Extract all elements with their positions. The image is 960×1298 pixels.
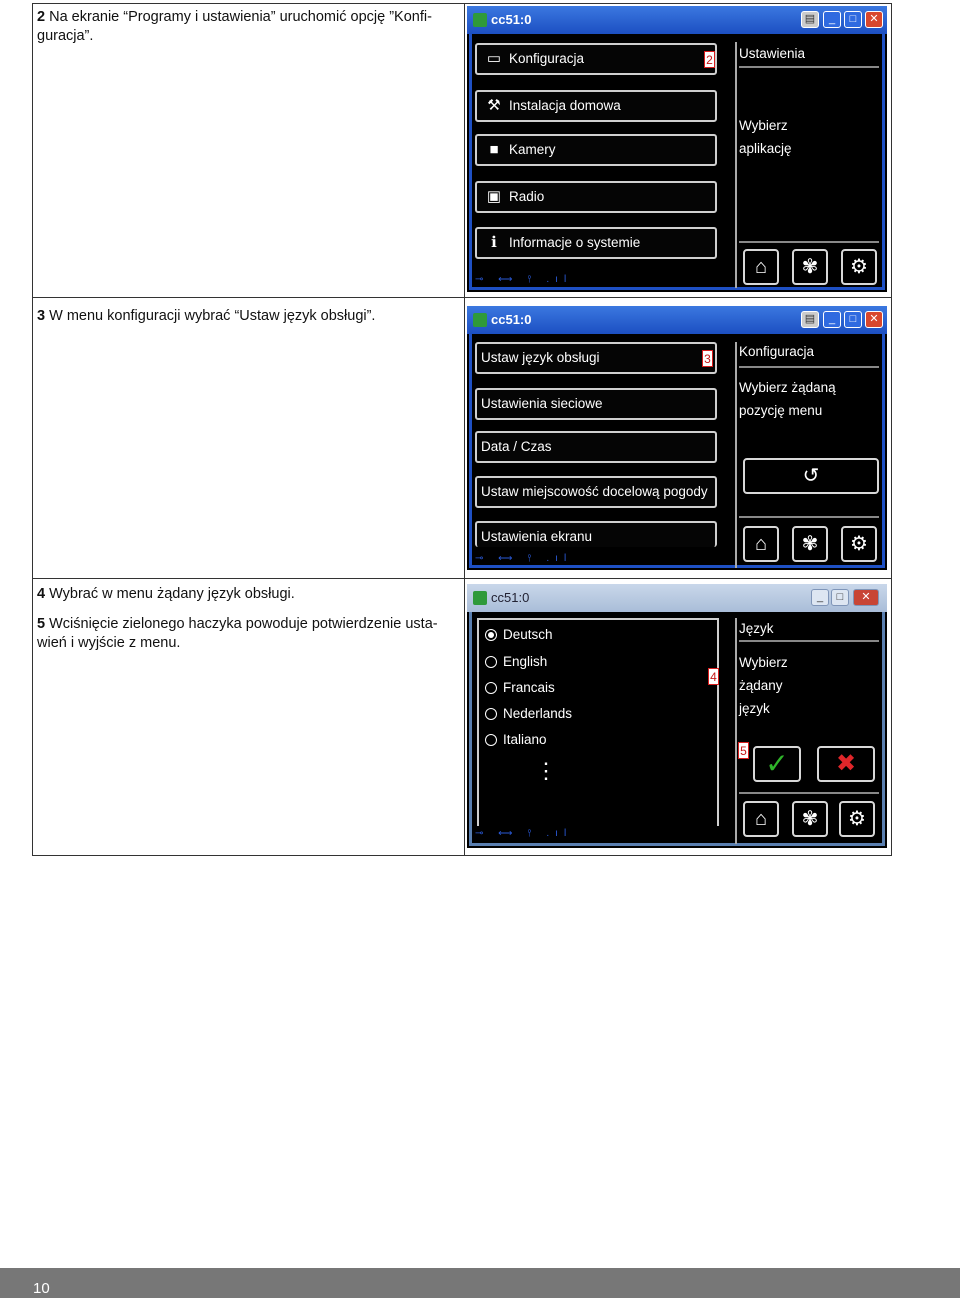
language-option[interactable]: Nederlands (485, 706, 572, 721)
menu-instalacja-domowa[interactable]: ⚒ Instalacja domowa (475, 90, 717, 122)
apps-icon[interactable]: ✾ (792, 526, 828, 562)
step-5: 5 Wciśnięcie zielonego haczyka powoduje potwierdzenie usta-wień i wyjście z menu. (37, 616, 438, 651)
page-footer (0, 1268, 960, 1298)
radio-icon (485, 682, 497, 694)
more-indicator: ⋮ (535, 758, 557, 783)
title-underline (739, 640, 879, 642)
column-divider (464, 3, 465, 856)
titlebar (467, 306, 887, 334)
title-underline (739, 366, 879, 368)
print-icon[interactable]: ▤ (801, 311, 819, 328)
callout-badge-4: 4 (708, 668, 719, 685)
info-icon: ℹ (491, 234, 497, 251)
divider (739, 241, 879, 243)
home-icon[interactable]: ⌂ (743, 801, 779, 837)
right-pane-title: Język (739, 621, 774, 636)
menu-informacje[interactable]: ℹ Informacje o systemie (475, 227, 717, 259)
language-list (477, 618, 719, 826)
step-2: 2 Na ekranie “Programy i ustawienia” uruchomić opcję ”Konfi-guracja”. (37, 9, 432, 44)
screenshot-settings (467, 6, 887, 292)
status-bar-icon: ⊸ ⟷ ⫯ .ıl (475, 553, 573, 564)
minimize-button[interactable]: _ (823, 311, 841, 328)
maximize-button[interactable]: □ (831, 589, 849, 606)
settings-icon[interactable]: ⚙ (839, 801, 875, 837)
pane-separator (735, 342, 737, 568)
right-pane-title: Konfiguracja (739, 344, 815, 359)
close-button[interactable]: ✕ (865, 311, 883, 328)
radio-icon (485, 656, 497, 668)
home-icon[interactable]: ⌂ (743, 249, 779, 285)
app-icon (473, 591, 487, 605)
callout-badge: 3 (702, 350, 713, 367)
menu-ustaw-jezyk[interactable]: Ustaw język obsługi (475, 342, 717, 374)
titlebar (467, 584, 887, 612)
settings-icon[interactable]: ⚙ (841, 526, 877, 562)
print-icon[interactable]: ▤ (801, 11, 819, 28)
screenshot-language (467, 584, 887, 848)
window-title: cc51:0 (491, 12, 532, 27)
window-title: cc51:0 (491, 312, 532, 327)
step-3: 3 W menu konfiguracji wybrać “Ustaw język obsługi”. (37, 308, 376, 324)
radio-icon: ▣ (486, 188, 502, 205)
pane-separator (735, 42, 737, 288)
pane-separator (735, 618, 737, 844)
home-icon[interactable]: ⌂ (743, 526, 779, 562)
step-4: 4 Wybrać w menu żądany język obsługi. (37, 586, 295, 602)
right-pane-title: Ustawienia (739, 46, 806, 61)
status-bar-icon: ⊸ ⟷ ⫯ .ıl (475, 828, 573, 839)
callout-badge: 2 (704, 51, 715, 68)
config-icon: ▭ (486, 50, 502, 67)
language-option[interactable]: Deutsch (485, 627, 553, 642)
row-divider (32, 297, 892, 298)
title-underline (739, 66, 879, 68)
minimize-button[interactable]: _ (811, 589, 829, 606)
maximize-button[interactable]: □ (844, 11, 862, 28)
menu-ustawienia-sieciowe[interactable]: Ustawienia sieciowe (475, 388, 717, 420)
menu-data-czas[interactable]: Data / Czas (475, 431, 717, 463)
page-number: 10 (33, 1280, 50, 1297)
menu-radio[interactable]: ▣ Radio (475, 181, 717, 213)
back-icon[interactable]: ↺ (743, 458, 879, 494)
language-option[interactable]: Italiano (485, 732, 547, 747)
window-title: cc51:0 (491, 590, 530, 605)
menu-pogoda[interactable]: Ustaw miejscowość docelową pogody (475, 476, 717, 508)
divider (739, 792, 879, 794)
app-icon (473, 13, 487, 27)
menu-kamery[interactable]: ■ Kamery (475, 134, 717, 166)
maximize-button[interactable]: □ (844, 311, 862, 328)
right-pane-text: Wybierz aplikację (739, 118, 792, 156)
apps-icon[interactable]: ✾ (792, 801, 828, 837)
callout-badge-5: 5 (738, 742, 749, 759)
minimize-button[interactable]: _ (823, 11, 841, 28)
radio-icon (485, 708, 497, 720)
row-divider (32, 578, 892, 579)
screenshot-configuration (467, 306, 887, 570)
close-button[interactable]: ✕ (853, 589, 879, 606)
app-icon (473, 313, 487, 327)
wrench-icon: ⚒ (487, 97, 501, 114)
cancel-cross-button[interactable]: ✖ (817, 746, 875, 782)
right-pane-text: Wybierz żądany język (739, 655, 788, 716)
camera-icon: ■ (489, 141, 499, 158)
menu-konfiguracja[interactable]: ▭ Konfiguracja (475, 43, 717, 75)
apps-icon[interactable]: ✾ (792, 249, 828, 285)
settings-icon[interactable]: ⚙ (841, 249, 877, 285)
radio-selected-icon (485, 629, 497, 641)
radio-icon (485, 734, 497, 746)
right-pane-text: Wybierz żądaną pozycję menu (739, 380, 836, 418)
close-button[interactable]: ✕ (865, 11, 883, 28)
language-option[interactable]: Francais (485, 680, 555, 695)
status-bar-icon: ⊸ ⟷ ⫯ .ıl (475, 274, 573, 285)
menu-ustawienia-ekranu[interactable]: Ustawienia ekranu (475, 521, 717, 547)
titlebar (467, 6, 887, 34)
divider (739, 516, 879, 518)
confirm-check-button[interactable]: ✓ (753, 746, 801, 782)
language-option[interactable]: English (485, 654, 547, 669)
